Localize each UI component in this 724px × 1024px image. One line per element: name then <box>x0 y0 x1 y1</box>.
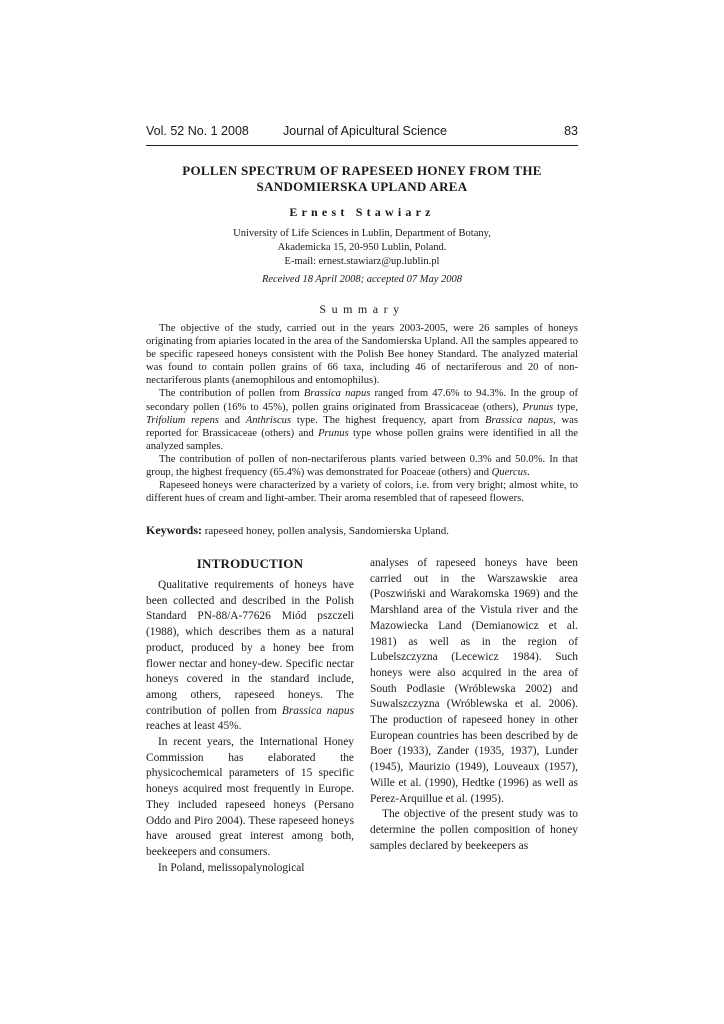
summary-paragraph: The objective of the study, carried out in the years 2003-2005, were 26 samples of honeys originating from apiaries located in the area of the Sandomierska Upland. All the samples appeared to be specific rapeseed honeys consistent with the Polish Bee honey Standard. The analyzed material was found to contain pollen grains of 66 taxa, including 46 of nectariferous and 20 of non-nectariferous plants (anemophilous and entomophilus). <box>146 323 578 387</box>
summary-abstract <box>146 322 578 505</box>
running-header <box>146 124 578 142</box>
page-number: 83 <box>564 124 578 138</box>
affiliation-line: Akademicka 15, 20-950 Lublin, Poland. <box>277 242 447 253</box>
summary-paragraph: Rapeseed honeys were characterized by a variety of colors, i.e. from very bright; almost white, to different hues of cream and light-amber. Their aroma resembled that of rapeseed flowers. <box>146 480 578 505</box>
keywords-text: rapeseed honey, pollen analysis, Sandomierska Upland. <box>202 525 450 537</box>
title-line: POLLEN SPECTRUM OF RAPESEED HONEY FROM THE <box>182 163 542 178</box>
body-paragraph: analyses of rapeseed honeys have been carried out in the Warszawskie area (Poszwiński and Warakomska 1969) and the Marshland area of the Vistula river and the Mazowiecka Land (Demianowicz et al. 1981) as well as in the region of Lubelszczyzna (Lecewicz 1984). Such honeys were also acquired in the area of South Podlasie (Wróblewska 2002) and Suwalszczyzna (Wróblewska et al. 2006). The production of rapeseed honey in other European countries has been described by de Boer (1933), Zander (1935, 1937), Lunder (1945), Maurizio (1949), Louveaux (1957), Wille et al. (1990), Hedtke (1996) as well as Perez-Arquillue et al. (1995). <box>370 557 578 805</box>
header-divider <box>146 145 578 146</box>
author-name: Ernest Stawiarz <box>289 205 435 219</box>
keywords-label: Keywords: <box>146 523 202 537</box>
keywords <box>146 523 578 538</box>
body-column-right <box>370 556 578 854</box>
summary-heading: Summary <box>319 302 405 316</box>
summary-paragraph: The contribution of pollen of non-nectariferous plants varied between 0.3% and 50.0%. In that group, the highest frequency (65.4%) was demonstrated for Poaceae (others) and Quercus. <box>146 453 578 479</box>
article-title <box>146 163 578 195</box>
journal-volume: Vol. 52 No. 1 2008 <box>146 124 249 138</box>
introduction-heading: INTRODUCTION <box>196 556 304 571</box>
received-dates: Received 18 April 2008; accepted 07 May 2008 <box>261 274 463 285</box>
author-affiliation <box>146 227 578 269</box>
body-column-left <box>146 556 354 876</box>
title-line: SANDOMIERSKA UPLAND AREA <box>256 179 468 194</box>
affiliation-email: E-mail: ernest.stawiarz@up.lublin.pl <box>284 256 440 267</box>
journal-name: Journal of Apicultural Science <box>283 124 447 138</box>
body-paragraph: The objective of the present study was to determine the pollen composition of honey samples declared by beekeepers as <box>370 808 578 852</box>
body-paragraph: In recent years, the International Honey Commission has elaborated the physicochemical parameters of 15 specific honeys acquired most frequently in Europe. They included rapeseed honeys (Persano Oddo and Piro 2004). These rapeseed honeys have aroused great interest among both, beekeepers and consumers. <box>146 736 354 858</box>
body-paragraph: In Poland, melissopalynological <box>158 861 305 874</box>
summary-paragraph: The contribution of pollen from Brassica napus ranged from 47.6% to 94.3%. In the group of secondary pollen (16% to 45%), pollen grains originated from Brassicaceae (others), Prunus type, Trifolium repens and Anthriscus type. The highest frequency, apart from Brassica napus, was reported for Brassicaceae (others) and Prunus type whose pollen grains were identified in all the analyzed samples. <box>146 388 579 452</box>
affiliation-line: University of Life Sciences in Lublin, Department of Botany, <box>233 228 491 239</box>
body-paragraph: Qualitative requirements of honeys have been collected and described in the Polish Standard PN-88/A-77626 Miód pszczeli (1988), which describes them as a natural product, produced by a honey bee from flower nectar and honey-dew. Specific nectar honeys covered in the standard include, among others, rapeseed honeys. The contribution of pollen from Brassica napus reaches at least 45%. <box>146 579 354 733</box>
